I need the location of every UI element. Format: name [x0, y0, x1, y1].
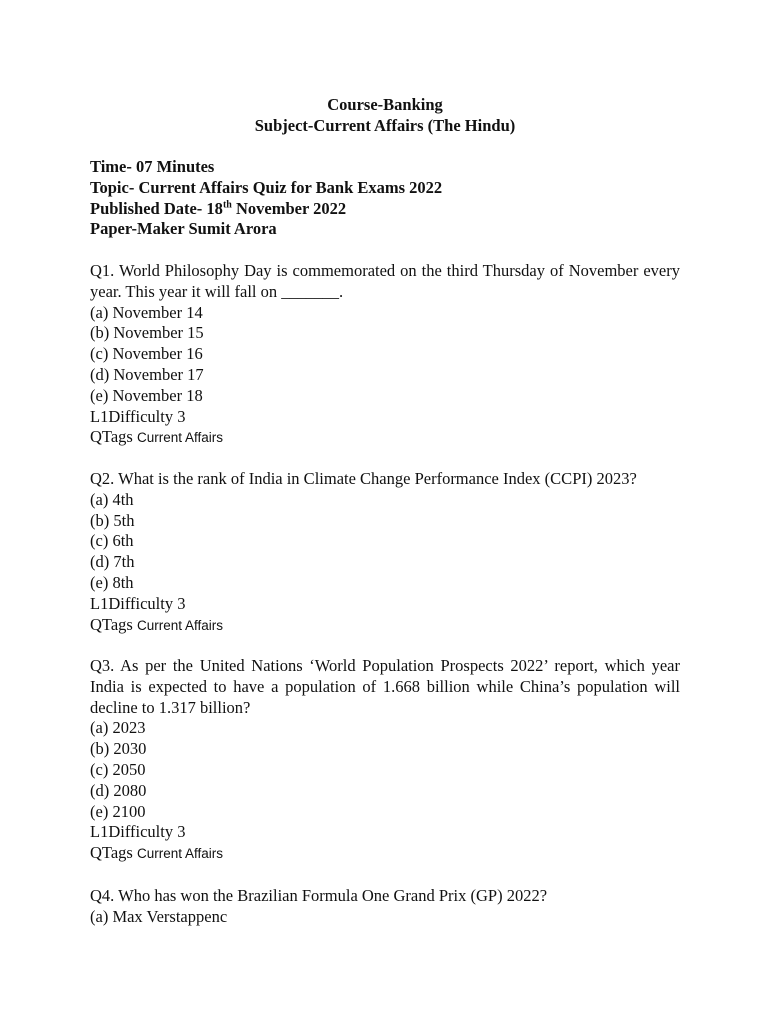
meta-block: [90, 157, 680, 240]
tags-label: QTags: [90, 614, 137, 634]
question-2: [90, 469, 680, 636]
tags-value: Current Affairs: [136, 430, 224, 446]
published-date-prefix: Published Date- 18: [90, 198, 223, 218]
question-4: [90, 886, 680, 928]
option: (b) 2030: [90, 739, 147, 759]
question-1: [90, 261, 680, 449]
tags-line: [90, 843, 680, 865]
difficulty-line: L1Difficulty 3: [90, 593, 186, 613]
difficulty-line: L1Difficulty 3: [90, 406, 186, 426]
topic-line: Topic- Current Affairs Quiz for Bank Exams 2022: [90, 177, 443, 197]
option: (a) November 14: [90, 302, 203, 322]
option: (c) 6th: [90, 531, 134, 551]
option: (a) 4th: [90, 489, 134, 509]
course-title: Course-Banking: [327, 95, 443, 114]
option: (b) November 15: [90, 323, 204, 343]
option: (a) 2023: [90, 718, 146, 738]
option: (c) 2050: [90, 759, 146, 779]
time-line: Time- 07 Minutes: [90, 157, 215, 176]
difficulty-line: L1Difficulty 3: [90, 822, 186, 842]
tags-line: [90, 427, 680, 449]
published-date-suffix: November 2022: [231, 198, 347, 218]
option: (a) Max Verstappenc: [90, 906, 228, 926]
option: (d) November 17: [90, 364, 204, 384]
question-text: Q1. World Philosophy Day is commemorated on the third Thursday of November every year. This year it will fall on _______.: [90, 261, 680, 301]
published-date-sup: th: [222, 199, 232, 211]
subject-title: Subject-Current Affairs (The Hindu): [254, 116, 516, 135]
published-date-line: [90, 199, 680, 220]
tags-label: QTags: [90, 427, 137, 447]
option: (b) 5th: [90, 510, 135, 530]
question-text: Q2. What is the rank of India in Climate Change Performance Index (CCPI) 2023?: [90, 469, 637, 488]
question-text: Q3. As per the United Nations ‘World Population Prospects 2022’ report, which year India is expected to have a population of 1.668 billion while China’s population will decline to 1.317 billion?: [90, 656, 680, 717]
option: (e) November 18: [90, 385, 203, 405]
option: (d) 2080: [90, 780, 147, 800]
tags-line: [90, 615, 680, 637]
question-3: [90, 656, 680, 865]
option: (c) November 16: [90, 344, 203, 364]
tags-value: Current Affairs: [136, 846, 224, 862]
tags-label: QTags: [90, 843, 137, 863]
option: (e) 8th: [90, 572, 134, 592]
option: (d) 7th: [90, 552, 135, 572]
paper-maker-line: Paper-Maker Sumit Arora: [90, 219, 277, 239]
question-text: Q4. Who has won the Brazilian Formula One Grand Prix (GP) 2022?: [90, 886, 548, 905]
tags-value: Current Affairs: [136, 617, 224, 633]
option: (e) 2100: [90, 801, 146, 821]
